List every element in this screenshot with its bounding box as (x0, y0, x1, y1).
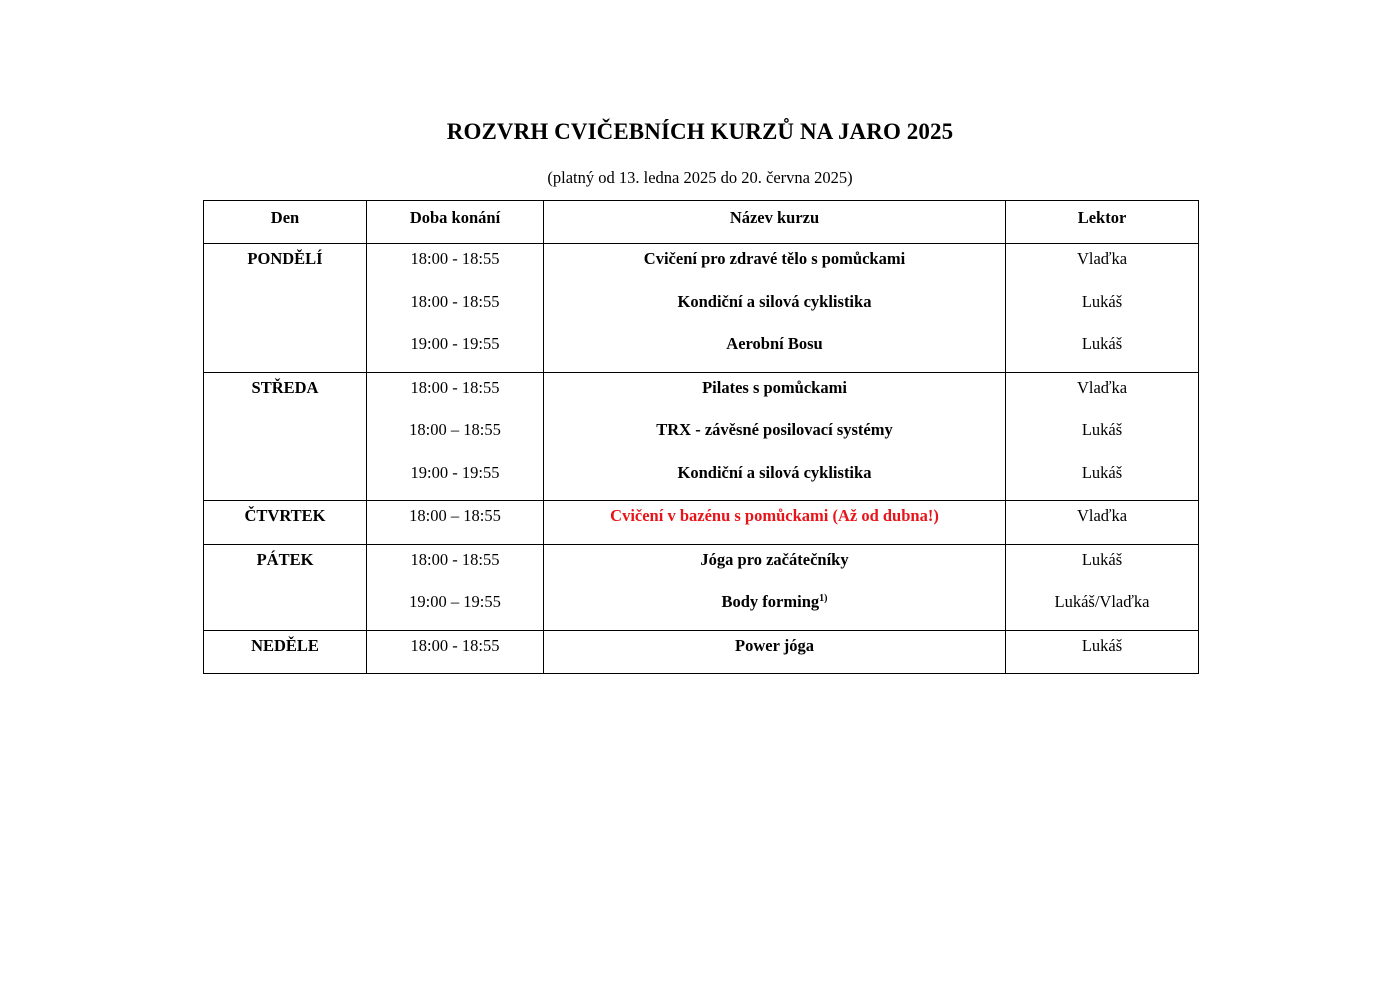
document-title: ROZVRH CVIČEBNÍCH KURZŮ NA JARO 2025 (446, 119, 954, 144)
course-cell (544, 244, 1006, 373)
table-row-wednesday (204, 372, 1199, 501)
day-cell: PÁTEK (204, 544, 367, 630)
session-time: 18:00 - 18:55 (410, 249, 500, 268)
table-header-row (204, 201, 1199, 244)
session-lector: Lukáš/Vlaďka (1054, 592, 1150, 611)
course-cell (544, 501, 1006, 545)
session-time: 18:00 - 18:55 (410, 549, 500, 569)
session-time: 19:00 - 19:55 (410, 334, 500, 353)
lector-cell (1006, 372, 1199, 501)
lector-cell (1006, 630, 1199, 674)
session-time: 18:00 - 18:55 (410, 291, 500, 311)
session-time: 18:00 – 18:55 (409, 506, 501, 525)
table-row-sunday (204, 630, 1199, 674)
session-time: 19:00 – 19:55 (409, 592, 501, 611)
day-cell: PONDĚLÍ (204, 244, 367, 373)
session-time: 18:00 – 18:55 (409, 420, 501, 439)
header-day: Den (204, 201, 367, 244)
footnote-mark: 1) (819, 593, 828, 604)
session-course: Cvičení pro zdravé tělo s pomůckami (643, 249, 906, 268)
day-cell: ČTVRTEK (204, 501, 367, 545)
time-cell (367, 244, 544, 373)
table-row-friday (204, 544, 1199, 630)
course-cell (544, 372, 1006, 501)
header-time: Doba konání (367, 201, 544, 244)
lector-cell (1006, 544, 1199, 630)
session-time: 18:00 - 18:55 (410, 635, 500, 655)
session-lector: Vlaďka (1076, 249, 1128, 268)
schedule-table (203, 200, 1199, 674)
session-time: 18:00 - 18:55 (410, 377, 500, 397)
session-course-text: Body forming (721, 592, 820, 611)
session-lector: Lukáš (1081, 462, 1123, 482)
day-cell: NEDĚLE (204, 630, 367, 674)
course-cell (544, 544, 1006, 630)
lector-cell (1006, 244, 1199, 373)
session-course: Kondiční a silová cyklistika (677, 462, 872, 482)
session-course: Pilates s pomůckami (702, 377, 847, 397)
header-course: Název kurzu (544, 201, 1006, 244)
time-cell (367, 372, 544, 501)
session-lector: Lukáš (1081, 635, 1123, 655)
table-row-monday (204, 244, 1199, 373)
session-time: 19:00 - 19:55 (410, 462, 500, 482)
session-lector: Vlaďka (1076, 506, 1128, 525)
session-course: Jóga pro začátečníky (700, 549, 849, 569)
session-course: Power jóga (735, 635, 814, 655)
table-row-thursday (204, 501, 1199, 545)
session-lector: Lukáš (1081, 420, 1123, 439)
time-cell (367, 630, 544, 674)
session-course: Aerobní Bosu (726, 334, 823, 353)
validity-period: (platný od 13. ledna 2025 do 20. června 2025) (547, 168, 853, 187)
session-lector: Lukáš (1081, 334, 1123, 353)
time-cell (367, 544, 544, 630)
session-lector: Vlaďka (1076, 377, 1128, 397)
session-course-with-footnote (544, 587, 1005, 630)
day-cell: STŘEDA (204, 372, 367, 501)
session-course: TRX - závěsné posilovací systémy (656, 420, 893, 439)
lector-cell (1006, 501, 1199, 545)
session-course-highlighted: Cvičení v bazénu s pomůckami (Až od dubna!) (610, 506, 939, 525)
time-cell (367, 501, 544, 545)
header-lector: Lektor (1006, 201, 1199, 244)
session-lector: Lukáš (1081, 291, 1123, 311)
session-lector: Lukáš (1081, 549, 1123, 569)
session-course: Kondiční a silová cyklistika (677, 291, 872, 311)
course-cell (544, 630, 1006, 674)
